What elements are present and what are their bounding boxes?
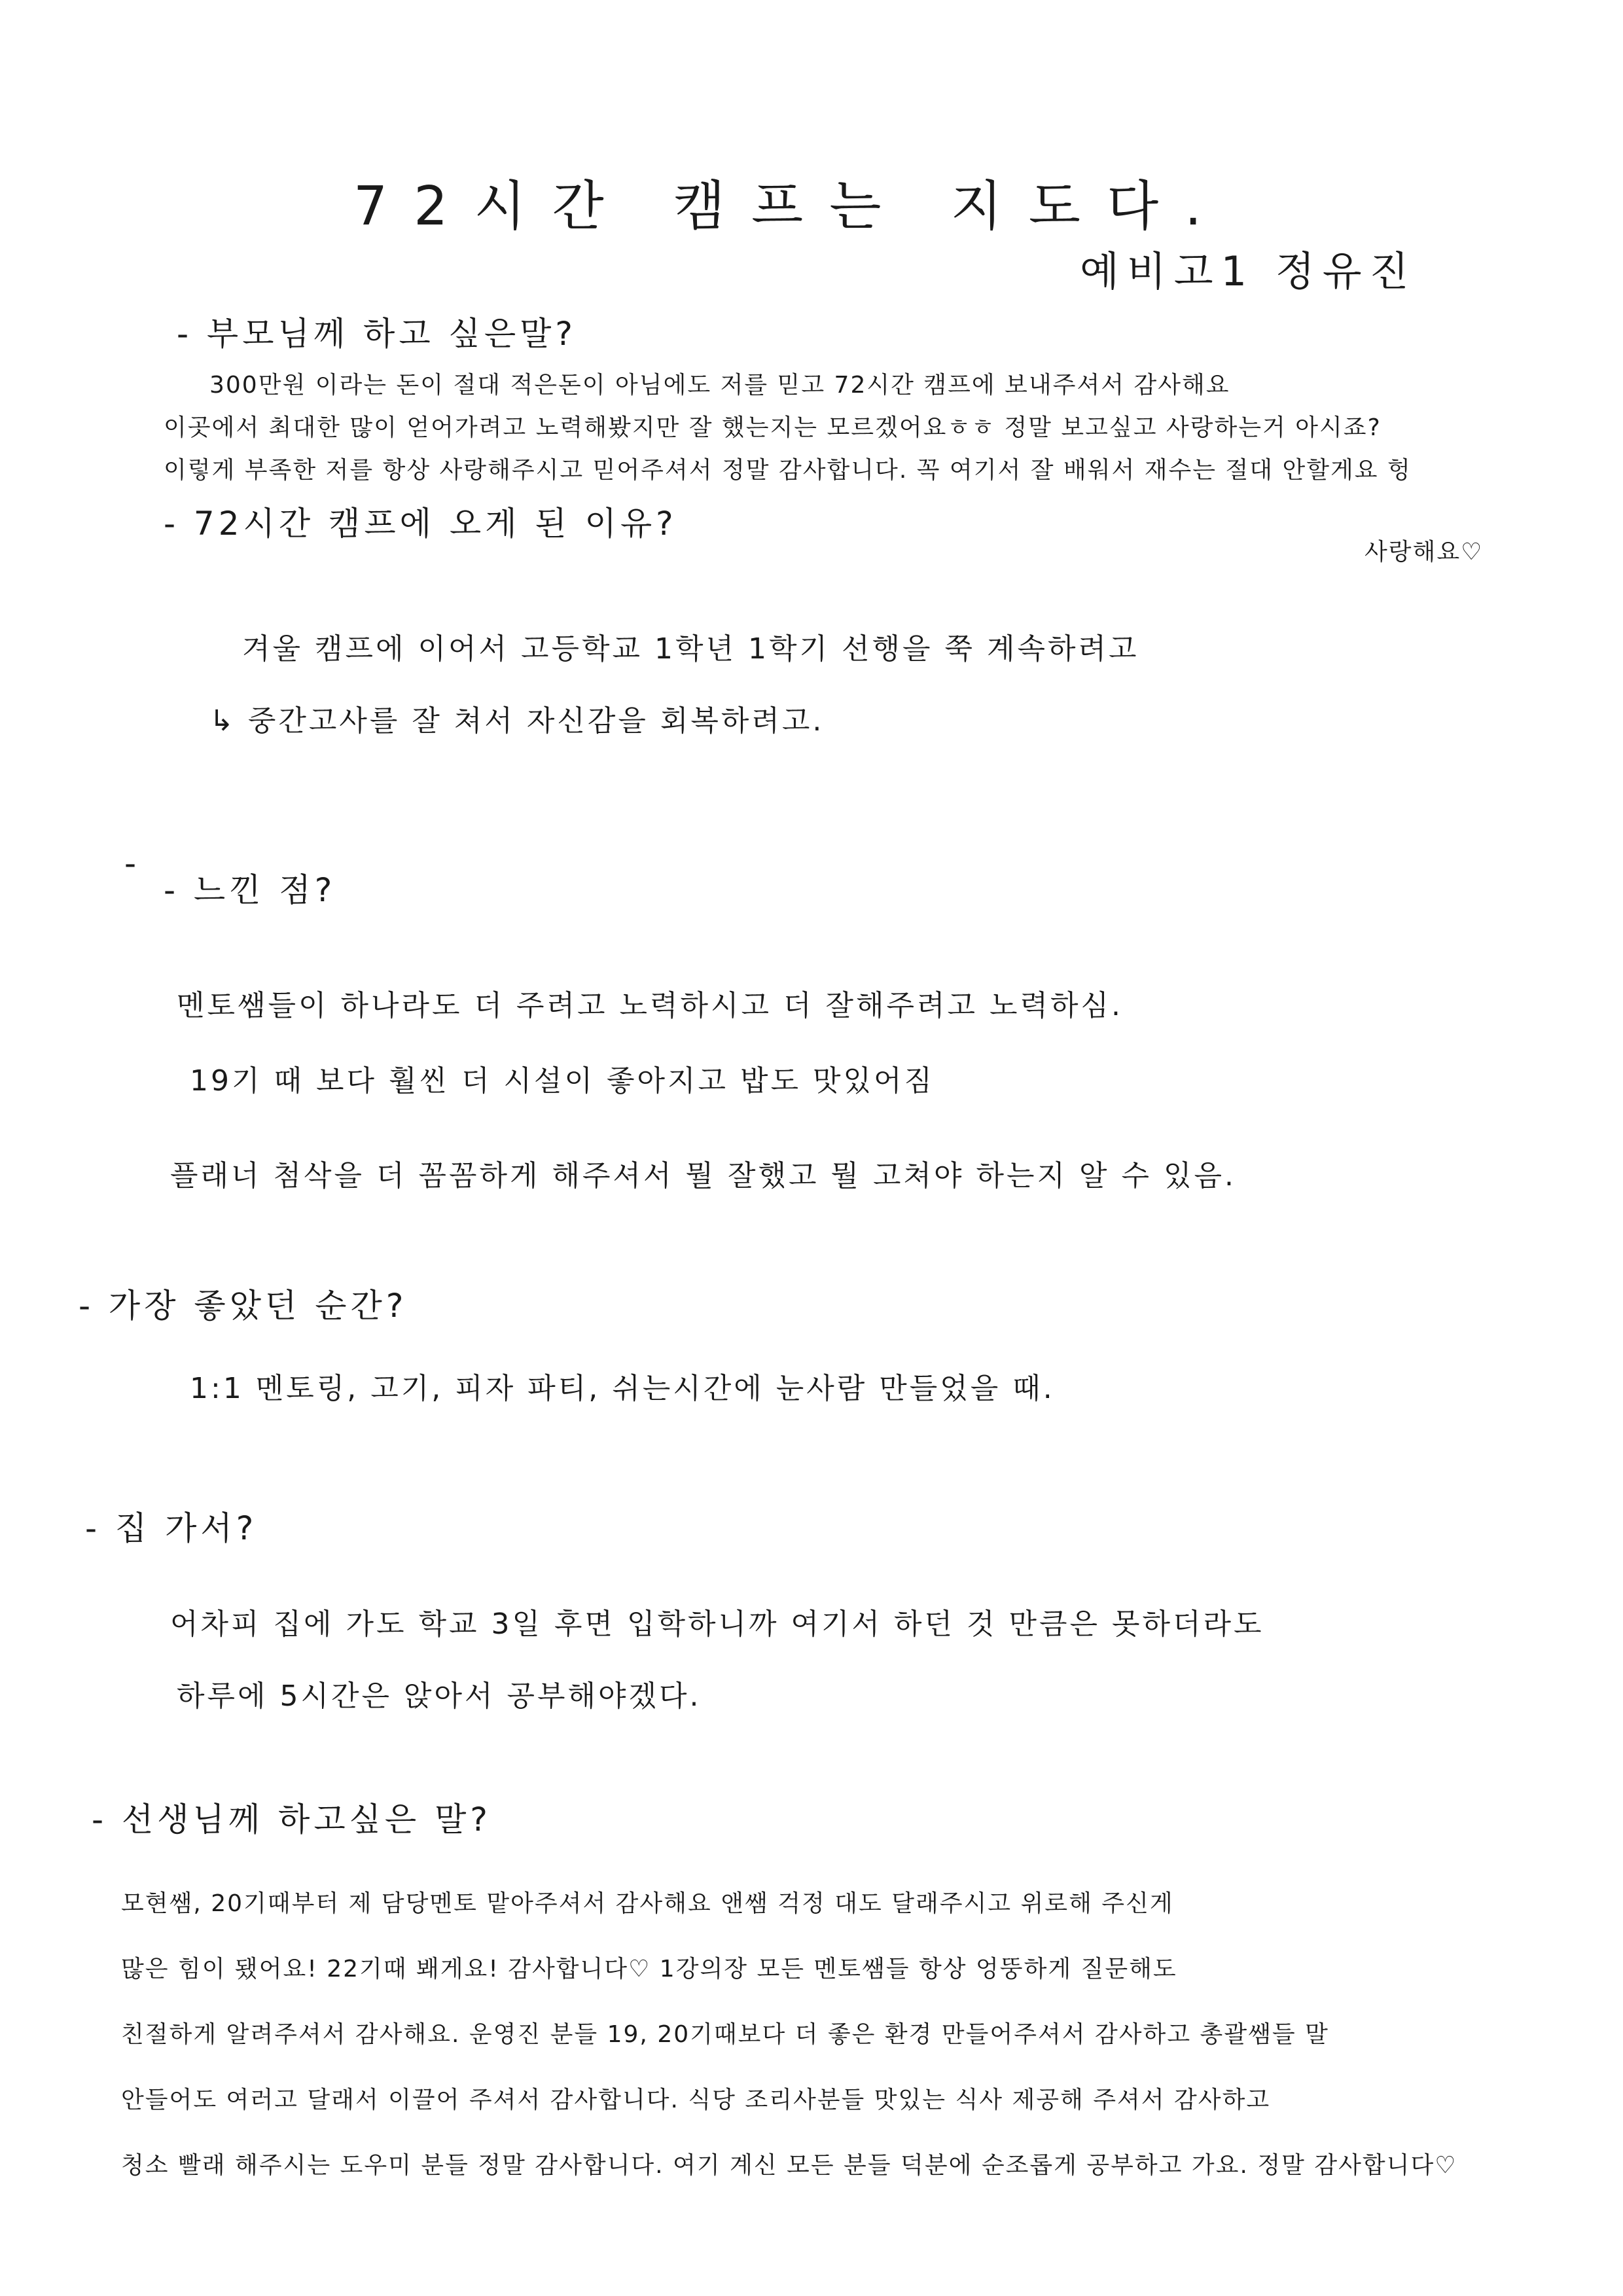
answer-line: 300만원 이라는 돈이 절대 적은돈이 아님에도 저를 믿고 72시간 캠프에 보내주셔서 감사해요 [209,372,1230,399]
answer-line: 안들어도 여러고 달래서 이끌어 주셔서 감사합니다. 식당 조리사분들 맛있는 식사 제공해 주셔서 감사하고 [121,2087,1271,2113]
answer-line: 친절하게 알려주셔서 감사해요. 운영진 분들 19, 20기때보다 더 좋은 환경 만들어주셔서 감사하고 총괄쌤들 말 [121,2021,1329,2048]
question-impressions: - 느낀 점? [164,871,336,909]
answer-line: 1:1 멘토링, 고기, 피자 파티, 쉬는시간에 눈사람 만들었을 때. [190,1372,1055,1405]
answer-line: 멘토쌤들이 하나라도 더 주려고 노력하시고 더 잘해주려고 노력하심. [177,989,1123,1022]
answer-line: 모현쌤, 20기때부터 제 담당멘토 맡아주셔서 감사해요 앤쌤 걱정 대도 달래주시고 위로해 주신게 [121,1890,1174,1917]
answer-line: 하루에 5시간은 앉아서 공부해야겠다. [177,1679,702,1713]
answer-line: 이렇게 부족한 저를 항상 사랑해주시고 믿어주셔서 정말 감사합니다. 꼭 여기서 잘 배워서 재수는 절대 안할게요 헝 [164,457,1412,484]
answer-line: 플래너 첨삭을 더 꼼꼼하게 해주셔서 뭘 잘했고 뭘 고쳐야 하는지 알 수 있음. [170,1159,1236,1193]
answer-line: 어차피 집에 가도 학교 3일 후면 입학하니까 여기서 하던 것 만큼은 못하더라도 [170,1607,1264,1641]
question-reason: - 72시간 캠프에 오게 된 이유? [164,505,677,543]
answer-line: 겨울 캠프에 이어서 고등학교 1학년 1학기 선행을 쭉 계속하려고 [242,632,1139,666]
author-name: 예비고1 정유진 [1080,247,1417,295]
answer-line: 19기 때 보다 훨씬 더 시설이 좋아지고 밥도 맛있어짐 [190,1064,935,1098]
question-teachers: - 선생님께 하고싶은 말? [92,1801,491,1839]
answer-line: 많은 힘이 됐어요! 22기때 봬게요! 감사합니다♡ 1강의장 모든 멘토쌤들 항상 엉뚱하게 질문해도 [121,1956,1177,1982]
bullet-dash: - [124,844,138,882]
answer-line: ↳ 중간고사를 잘 쳐서 자신감을 회복하려고. [209,704,825,738]
answer-line: 청소 빨래 해주시는 도우미 분들 정말 감사합니다. 여기 계신 모든 분들 덕분에 순조롭게 공부하고 가요. 정말 감사합니다♡ [121,2152,1457,2179]
question-best-moment: - 가장 좋았던 순간? [79,1287,408,1325]
answer-line: 사랑해요♡ [1364,539,1484,565]
question-parents: - 부모님께 하고 싶은말? [177,315,577,353]
page-title: 72시간 캠프는 지도다. [353,175,1228,238]
answer-line: 이곳에서 최대한 많이 얻어가려고 노력해봤지만 잘 했는지는 모르겠어요ㅎㅎ 정말 보고싶고 사랑하는거 아시죠? [164,414,1382,441]
question-going-home: - 집 가서? [85,1509,258,1547]
